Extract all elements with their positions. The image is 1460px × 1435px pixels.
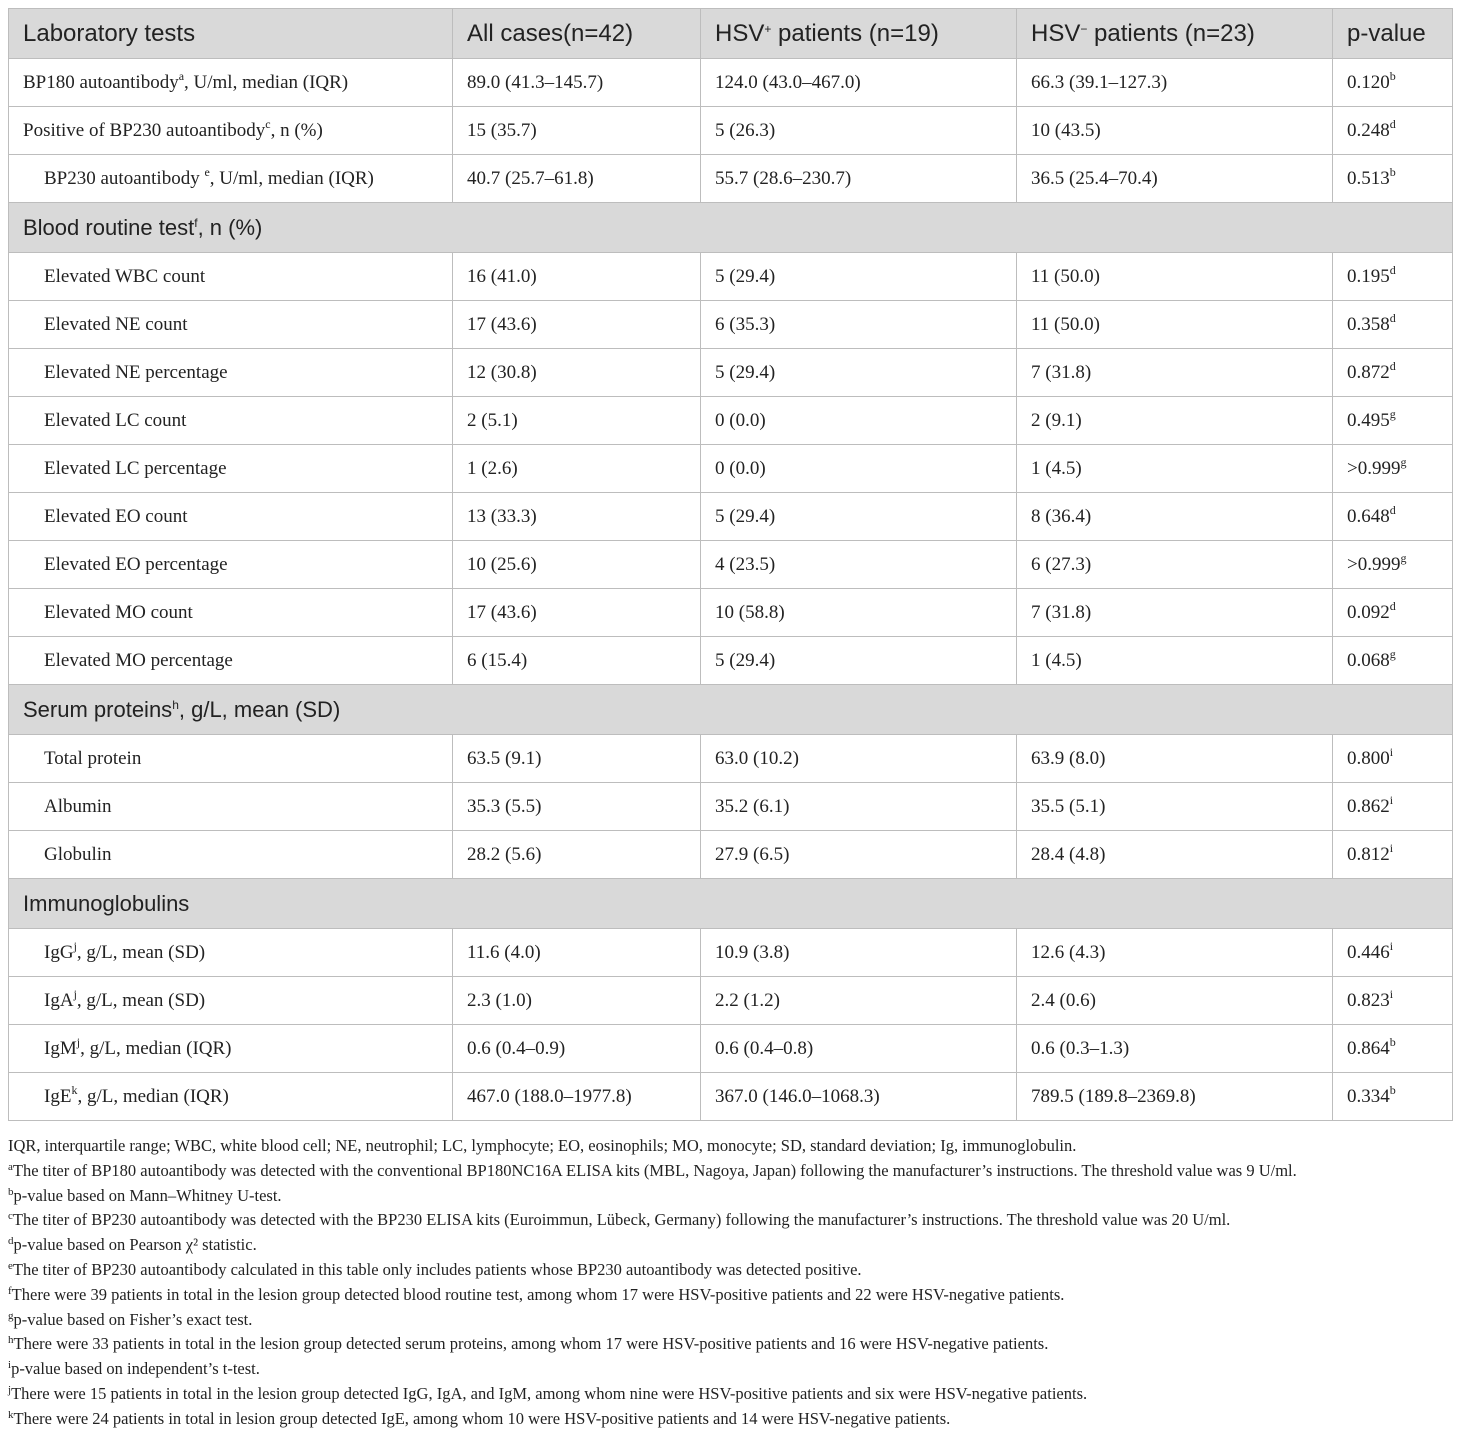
hsv-positive-value: 0.6 (0.4–0.8) (701, 1025, 1017, 1073)
table-row (9, 541, 1453, 589)
header-p-value: p-value (1333, 9, 1453, 59)
test-name: IgE$^k$, g/L, median (IQR) (9, 1073, 453, 1121)
test-name: Elevated NE count (9, 301, 453, 349)
hsv-positive-value: 5 (29.4) (701, 637, 1017, 685)
table-row (9, 493, 1453, 541)
all-cases-value: 2.3 (1.0) (453, 977, 701, 1025)
hsv-positive-value: 63.0 (10.2) (701, 735, 1017, 783)
table-header (9, 9, 1453, 59)
all-cases-value: 6 (15.4) (453, 637, 701, 685)
section-title: Blood routine test$^f$, n (%) (9, 203, 1453, 253)
test-name: Albumin (9, 783, 453, 831)
p-value: 0.812$^i$ (1333, 831, 1453, 879)
table-row (9, 735, 1453, 783)
table-row (9, 977, 1453, 1025)
lab-tests-table (8, 8, 1453, 1121)
all-cases-value: 40.7 (25.7–61.8) (453, 155, 701, 203)
header-hsv-positive: HSV+ patients (n=19) (701, 9, 1017, 59)
hsv-positive-value: 0 (0.0) (701, 397, 1017, 445)
p-value: 0.823$^i$ (1333, 977, 1453, 1025)
footnote: $^d$p-value based on Pearson χ² statistic. (8, 1235, 257, 1255)
hsv-negative-value: 7 (31.8) (1017, 589, 1333, 637)
footnote: $^e$The titer of BP230 autoantibody calculated in this table only includes patients whose BP230 autoantibody was detected positive. (8, 1259, 862, 1279)
section-header-serum-proteins (9, 685, 1453, 735)
table-row (9, 831, 1453, 879)
hsv-negative-value: 28.4 (4.8) (1017, 831, 1333, 879)
all-cases-value: 16 (41.0) (453, 253, 701, 301)
hsv-positive-value: 55.7 (28.6–230.7) (701, 155, 1017, 203)
table-row (9, 1025, 1453, 1073)
hsv-positive-value: 0 (0.0) (701, 445, 1017, 493)
test-name: Elevated NE percentage (9, 349, 453, 397)
header-laboratory-tests: Laboratory tests (9, 9, 453, 59)
hsv-negative-value: 12.6 (4.3) (1017, 929, 1333, 977)
hsv-positive-value: 5 (29.4) (701, 253, 1017, 301)
section-header-blood-routine (9, 203, 1453, 253)
hsv-negative-value: 1 (4.5) (1017, 637, 1333, 685)
header-hsv-negative: HSV− patients (n=23) (1017, 9, 1333, 59)
hsv-positive-value: 2.2 (1.2) (701, 977, 1017, 1025)
p-value: 0.872$^d$ (1333, 349, 1453, 397)
footnote: $^g$p-value based on Fisher’s exact test. (8, 1309, 253, 1329)
all-cases-value: 17 (43.6) (453, 589, 701, 637)
hsv-negative-value: 10 (43.5) (1017, 107, 1333, 155)
table-row (9, 637, 1453, 685)
all-cases-value: 467.0 (188.0–1977.8) (453, 1073, 701, 1121)
table-row (9, 783, 1453, 831)
test-name: BP180 autoantibody$^a$, U/ml, median (IQR) (9, 59, 453, 107)
hsv-negative-value: 35.5 (5.1) (1017, 783, 1333, 831)
hsv-positive-value: 35.2 (6.1) (701, 783, 1017, 831)
p-value: 0.800$^i$ (1333, 735, 1453, 783)
footnote: $^c$The titer of BP230 autoantibody was detected with the BP230 ELISA kits (Euroimmun, Lübeck, Germany) following the manufacturer’s instructions. The threshold value was 20 U/ml. (8, 1210, 1231, 1230)
p-value: 0.495$^g$ (1333, 397, 1453, 445)
all-cases-value: 0.6 (0.4–0.9) (453, 1025, 701, 1073)
table-row (9, 253, 1453, 301)
all-cases-value: 13 (33.3) (453, 493, 701, 541)
section-title: Immunoglobulins (9, 879, 1453, 929)
hsv-negative-value: 6 (27.3) (1017, 541, 1333, 589)
table-row (9, 349, 1453, 397)
test-name: Elevated WBC count (9, 253, 453, 301)
hsv-negative-value: 11 (50.0) (1017, 253, 1333, 301)
hsv-positive-value: 5 (29.4) (701, 493, 1017, 541)
hsv-negative-value: 7 (31.8) (1017, 349, 1333, 397)
test-name: BP230 autoantibody $^e$, U/ml, median (IQR) (9, 155, 453, 203)
all-cases-value: 10 (25.6) (453, 541, 701, 589)
hsv-positive-value: 27.9 (6.5) (701, 831, 1017, 879)
table-row (9, 397, 1453, 445)
test-name: IgM$^j$, g/L, median (IQR) (9, 1025, 453, 1073)
footnote: IQR, interquartile range; WBC, white blood cell; NE, neutrophil; LC, lymphocyte; EO, eosinophils; MO, monocyte; SD, standard deviation; Ig, immunoglobulin. (8, 1136, 1077, 1155)
hsv-positive-value: 5 (26.3) (701, 107, 1017, 155)
test-name: Elevated MO count (9, 589, 453, 637)
hsv-positive-value: 10.9 (3.8) (701, 929, 1017, 977)
table-row (9, 155, 1453, 203)
footnote: $^k$There were 24 patients in total in lesion group detected IgE, among whom 10 were HSV-positive patients and 14 were HSV-negative patients. (8, 1408, 951, 1428)
hsv-negative-value: 63.9 (8.0) (1017, 735, 1333, 783)
hsv-positive-value: 4 (23.5) (701, 541, 1017, 589)
hsv-negative-value: 36.5 (25.4–70.4) (1017, 155, 1333, 203)
test-name: Elevated LC percentage (9, 445, 453, 493)
p-value: 0.513$^b$ (1333, 155, 1453, 203)
p-value: 0.862$^i$ (1333, 783, 1453, 831)
all-cases-value: 2 (5.1) (453, 397, 701, 445)
all-cases-value: 1 (2.6) (453, 445, 701, 493)
test-name: Total protein (9, 735, 453, 783)
table-row (9, 589, 1453, 637)
all-cases-value: 28.2 (5.6) (453, 831, 701, 879)
p-value: 0.446$^i$ (1333, 929, 1453, 977)
header-all-cases: All cases(n=42) (453, 9, 701, 59)
all-cases-value: 15 (35.7) (453, 107, 701, 155)
table-row (9, 301, 1453, 349)
table-row (9, 445, 1453, 493)
p-value: 0.092$^d$ (1333, 589, 1453, 637)
hsv-positive-value: 10 (58.8) (701, 589, 1017, 637)
table-row (9, 59, 1453, 107)
section-header-immunoglobulins (9, 879, 1453, 929)
test-name: Positive of BP230 autoantibody$^c$, n (%) (9, 107, 453, 155)
hsv-negative-value: 66.3 (39.1–127.3) (1017, 59, 1333, 107)
test-name: Elevated EO count (9, 493, 453, 541)
p-value: 0.068$^g$ (1333, 637, 1453, 685)
p-value: 0.248$^d$ (1333, 107, 1453, 155)
footnote: $^b$p-value based on Mann–Whitney U-test. (8, 1185, 282, 1205)
hsv-negative-value: 2 (9.1) (1017, 397, 1333, 445)
hsv-negative-value: 789.5 (189.8–2369.8) (1017, 1073, 1333, 1121)
hsv-positive-value: 367.0 (146.0–1068.3) (701, 1073, 1017, 1121)
table-body (9, 59, 1453, 1121)
test-name: Elevated MO percentage (9, 637, 453, 685)
p-value: 0.120$^b$ (1333, 59, 1453, 107)
hsv-negative-value: 11 (50.0) (1017, 301, 1333, 349)
all-cases-value: 17 (43.6) (453, 301, 701, 349)
hsv-negative-value: 1 (4.5) (1017, 445, 1333, 493)
p-value: 0.648$^d$ (1333, 493, 1453, 541)
footnote: $^i$p-value based on independent’s t-test. (8, 1359, 260, 1379)
test-name: Elevated EO percentage (9, 541, 453, 589)
all-cases-value: 35.3 (5.5) (453, 783, 701, 831)
test-name: IgG$^j$, g/L, mean (SD) (9, 929, 453, 977)
table-row (9, 107, 1453, 155)
footnote: $^h$There were 33 patients in total in the lesion group detected serum proteins, among whom 17 were HSV-positive patients and 16 were HSV-negative patients. (8, 1334, 1049, 1354)
p-value: >0.999$^g$ (1333, 541, 1453, 589)
table-row (9, 1073, 1453, 1121)
section-title: Serum proteins$^h$, g/L, mean (SD) (9, 685, 1453, 735)
p-value: 0.195$^d$ (1333, 253, 1453, 301)
hsv-negative-value: 8 (36.4) (1017, 493, 1333, 541)
test-name: IgA$^j$, g/L, mean (SD) (9, 977, 453, 1025)
hsv-negative-value: 0.6 (0.3–1.3) (1017, 1025, 1333, 1073)
table-footnotes (8, 1134, 1454, 1432)
footnote: $^f$There were 39 patients in total in the lesion group detected blood routine test, among whom 17 were HSV-positive patients and 22 were HSV-negative patients. (8, 1284, 1065, 1304)
table-row (9, 929, 1453, 977)
p-value: >0.999$^g$ (1333, 445, 1453, 493)
footnote: $^j$There were 15 patients in total in the lesion group detected IgG, IgA, and IgM, among whom nine were HSV-positive patients and six were HSV-negative patients. (8, 1383, 1088, 1403)
hsv-positive-value: 124.0 (43.0–467.0) (701, 59, 1017, 107)
all-cases-value: 63.5 (9.1) (453, 735, 701, 783)
p-value: 0.358$^d$ (1333, 301, 1453, 349)
hsv-negative-value: 2.4 (0.6) (1017, 977, 1333, 1025)
p-value: 0.334$^b$ (1333, 1073, 1453, 1121)
p-value: 0.864$^b$ (1333, 1025, 1453, 1073)
test-name: Globulin (9, 831, 453, 879)
test-name: Elevated LC count (9, 397, 453, 445)
hsv-positive-value: 5 (29.4) (701, 349, 1017, 397)
all-cases-value: 12 (30.8) (453, 349, 701, 397)
all-cases-value: 89.0 (41.3–145.7) (453, 59, 701, 107)
hsv-positive-value: 6 (35.3) (701, 301, 1017, 349)
footnote: $^a$The titer of BP180 autoantibody was detected with the conventional BP180NC16A ELISA kits (MBL, Nagoya, Japan) following the manufacturer’s instructions. The threshold value was 9 U/ml. (8, 1160, 1297, 1180)
all-cases-value: 11.6 (4.0) (453, 929, 701, 977)
